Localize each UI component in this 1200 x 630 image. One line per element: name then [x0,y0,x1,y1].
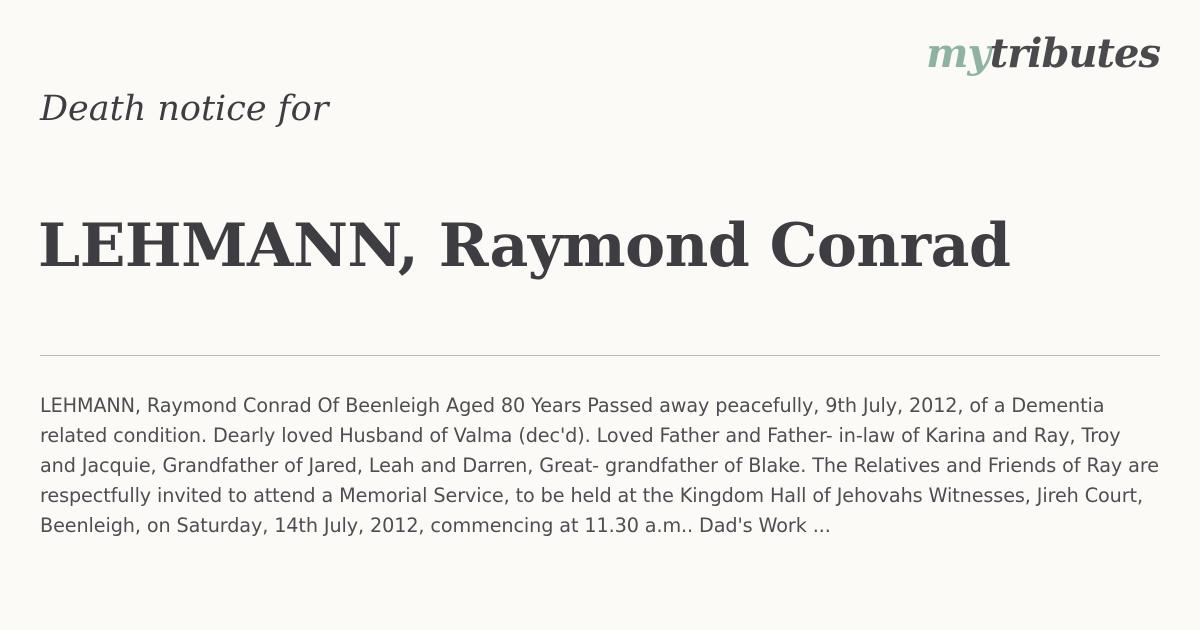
logo-part-tributes: tributes [989,30,1160,77]
deceased-name: LEHMANN, Raymond Conrad [38,211,1011,281]
logo-part-my: my [926,30,990,77]
notice-body: LEHMANN, Raymond Conrad Of Beenleigh Aged 80 Years Passed away peacefully, 9th July, 2012, of a Dementia related condition. Dearly loved Husband of Valma (dec'd). Loved Father and Father- in-law of Karina and Ray, Troy and Jacquie, Grandfather of Jared, Leah and Darren, Great- grandfather of Blake. The Relatives and Friends of Ray are respectfully invited to attend a Memorial Service, to be held at the Kingdom Hall of Jehovahs Witnesses, Jireh Court, Beenleigh, on Saturday, 14th July, 2012, commencing at 11.30 a.m.. Dad's Work ... [40,394,1159,537]
mytributes-logo[interactable] [926,30,1160,77]
notice-intro: Death notice for [40,89,329,129]
divider [40,355,1160,356]
